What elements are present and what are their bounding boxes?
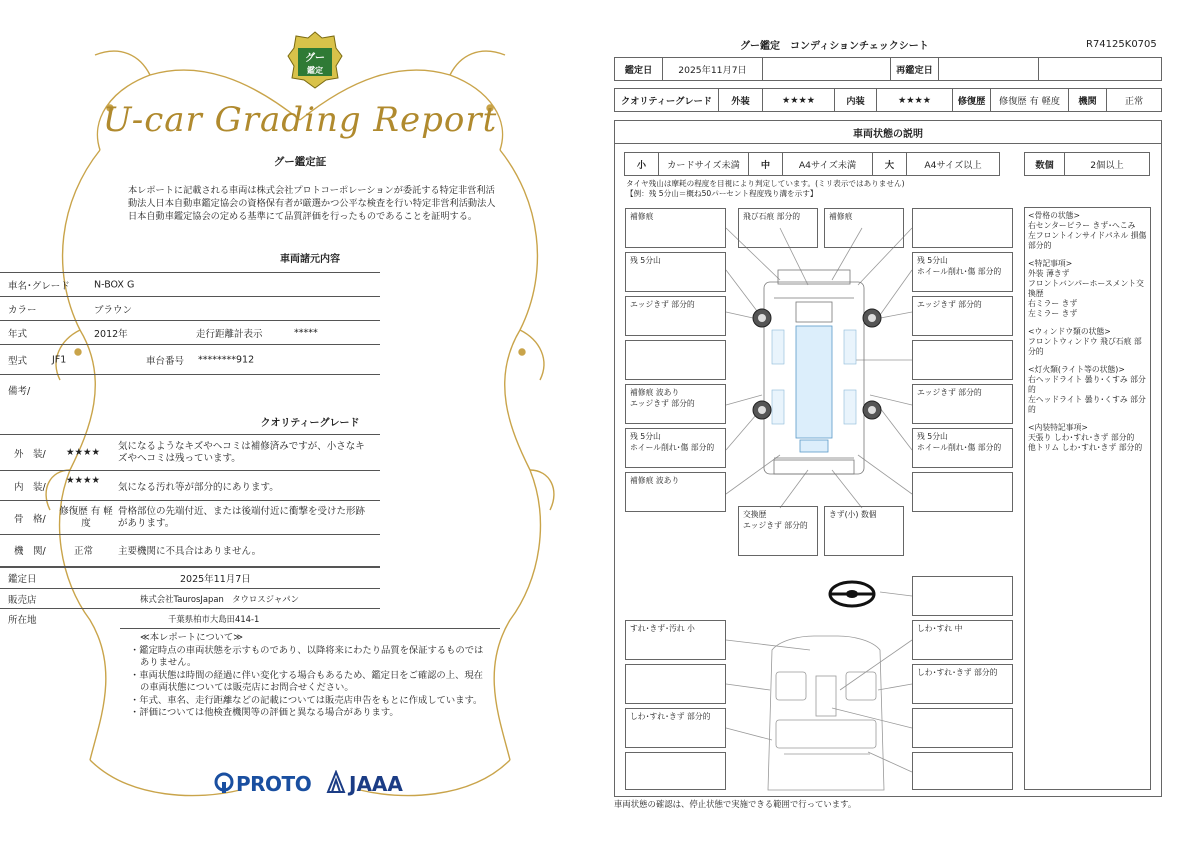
quality-interior-label: 内 装/ — [14, 481, 46, 493]
spec-mileage-value: ***** — [294, 327, 318, 338]
note-box-rear-bumper: 交換歴 エッジきず 部分的 — [738, 506, 818, 556]
spec-chassis-label: 車台番号 — [146, 355, 185, 367]
report-notes — [122, 632, 492, 720]
note-box-front-left: 補修痕 — [625, 208, 726, 248]
certificate-subtitle: グー鑑定証 — [273, 156, 327, 168]
quality-engine-value: 正常 — [74, 545, 94, 557]
quality-frame-value: 修復歴 有 軽度 — [59, 505, 113, 529]
info-dealer-label: 販売店 — [8, 594, 37, 606]
svg-text:グー: グー — [305, 53, 325, 64]
spec-year-value: 2012年 — [94, 328, 128, 340]
size-small-label: 小 — [625, 153, 659, 175]
legend-frame: <骨格の状態> 右センターピラー きず･へこみ 左フロントインサイドパネル 損傷部分的 — [1028, 211, 1147, 250]
date-row — [614, 57, 1162, 81]
size-legend — [624, 152, 1000, 176]
count-label: 数個 — [1025, 153, 1065, 175]
note-box-door-right — [912, 340, 1013, 380]
count-legend — [1024, 152, 1150, 176]
spec-color-label: カラー — [8, 304, 37, 316]
notes-heading: ≪本レポートについて≫ — [140, 632, 243, 643]
spec-name-value: N-BOX G — [94, 279, 135, 290]
note-box-steering — [912, 576, 1013, 616]
info-row-address — [0, 608, 380, 628]
proto-logo-text: PROTO — [236, 772, 312, 796]
condition-check-sheet — [600, 0, 1200, 848]
legend-special: <特記事項> 外装 薄きず フロントバンパーホースメント交換歴 右ミラー きず 左ミラー きず — [1028, 259, 1144, 318]
svg-text:鑑定: 鑑定 — [307, 66, 323, 75]
spec-model-label: 型式 — [8, 355, 28, 367]
note-box-interior-front-right: しわ･すれ 中 — [912, 620, 1013, 660]
note-box-windshield: 飛び石痕 部分的 — [738, 208, 818, 248]
ext-label: 外装 — [719, 89, 763, 111]
info-date-label: 鑑定日 — [8, 574, 37, 585]
note-box-interior-seat-left — [625, 664, 726, 704]
info-date-value: 2025年11月7日 — [180, 574, 251, 585]
spec-row-year — [0, 320, 380, 344]
info-address-label: 所在地 — [8, 614, 37, 626]
note-box-rear-door-right: エッジきず 部分的 — [912, 384, 1013, 424]
certificate-intro: 本レポートに記載される車両は株式会社プロトコーポレーションが委託する特定非営利活動法人日本自動車鑑定協会の資格保有者が厳選かつ公平な検査を行い特定非営利活動法人日本自動車鑑定協会の定める基準にて品質評価を行ったものであることを証明する。 — [128, 185, 496, 222]
note-box-back-door: きず(小) 数個 — [824, 506, 904, 556]
note-box-tyre-front-left: 残 5分山 — [625, 252, 726, 292]
sheet-id: R74125K0705 — [1086, 39, 1157, 50]
sheet-title: グー鑑定 コンディションチェックシート — [740, 41, 929, 52]
note-box-tyre-rear-right: 残 5分山 ホイール削れ･傷 部分的 — [912, 428, 1013, 468]
spec-remarks-label: 備考/ — [8, 385, 31, 397]
quality-interior-stars: ★★★★ — [66, 475, 101, 486]
spec-row-color — [0, 296, 380, 320]
tyre-note — [626, 179, 905, 199]
info-bottom-line — [120, 628, 500, 629]
note-box-fender-right: エッジきず 部分的 — [912, 296, 1013, 336]
engine-label: 機関 — [1069, 89, 1107, 111]
sheet-footnote: 車両状態の確認は、停止状態で実施できる範囲で行っています。 — [614, 799, 857, 809]
date-blank — [763, 58, 891, 80]
note-item: ・評価については他検査機関等の評価と異なる場合があります。 — [130, 707, 399, 718]
engine-value: 正常 — [1124, 96, 1144, 107]
count-value: 2個以上 — [1090, 160, 1124, 171]
certificate-title: U-car Grading Report — [102, 100, 498, 140]
int-stars: ★★★★ — [877, 89, 953, 111]
ext-stars: ★★★★ — [763, 89, 835, 111]
note-box-interior-rear-right — [912, 708, 1013, 748]
spec-row-remarks — [0, 374, 380, 404]
info-dealer-value: 株式会社TaurosJapan タウロスジャパン — [140, 593, 299, 604]
size-small-value: カードサイズ未満 — [659, 153, 749, 175]
proto-logo-icon — [214, 772, 234, 794]
note-box-rear-left: 補修痕 波あり — [625, 472, 726, 512]
spec-row-name — [0, 272, 380, 296]
note-box-interior-trunk-left — [625, 752, 726, 790]
info-row-date — [0, 566, 380, 588]
spec-mileage-label: 走行距離計表示 — [196, 328, 263, 340]
size-medium-value: A4サイズ未満 — [783, 153, 873, 175]
note-box-tyre-rear-left: 残 5分山 ホイール削れ･傷 部分的 — [625, 428, 726, 468]
date-value: 2025年11月7日 — [663, 58, 763, 80]
size-large-value: A4サイズ以上 — [924, 160, 982, 171]
note-box-tyre-front-right: 残 5分山 ホイール削れ･傷 部分的 — [912, 252, 1013, 292]
note-item: ・鑑定時点の車両状態を示すものであり、以降将来にわたり品質を保証するものではありません。 — [130, 644, 484, 668]
tyre-note-line-1: タイヤ残山は摩耗の程度を目視により判定しています。(ミリ表示ではありません) — [626, 179, 905, 188]
spec-color-value: ブラウン — [94, 304, 133, 316]
condition-legend — [1024, 207, 1151, 790]
note-box-rear-door-left: 補修痕 波あり エッジきず 部分的 — [625, 384, 726, 424]
info-row-dealer — [0, 588, 380, 608]
note-box-front-right — [912, 208, 1013, 248]
grade-row — [614, 88, 1162, 112]
note-item: ・車両状態は時間の経過に伴い変化する場合もあるため、鑑定日をご確認の上、現在の車両状態については販売店にお問合せください。 — [130, 669, 483, 693]
legend-lights: <灯火類(ライト等の状態)> 右ヘッドライト 曇り･くすみ 部分的 左ヘッドライト 曇り･くすみ 部分的 — [1028, 365, 1146, 414]
quality-row-exterior — [0, 434, 380, 470]
note-box-fender-left: エッジきず 部分的 — [625, 296, 726, 336]
note-box-interior-rear-left: しわ･すれ･きず 部分的 — [625, 708, 726, 748]
spec-chassis-value: ********912 — [198, 354, 255, 365]
repair-label: 修復歴 — [953, 89, 991, 111]
tyre-note-line-2: 【例：残 5分山＝概ね50パーセント程度残り溝を示す】 — [626, 189, 818, 198]
spec-model-value: JF1 — [52, 354, 67, 365]
note-box-front-bumper: 補修痕 — [824, 208, 904, 248]
repair-value: 修復歴 有 軽度 — [991, 89, 1069, 111]
quality-row-interior — [0, 470, 380, 500]
note-box-rear-right — [912, 472, 1013, 512]
quality-exterior-text: 気になるようなキズやヘコミは補修済みですが、小さなキズやヘコミは残っています。 — [118, 440, 365, 464]
grade-label: クオリティーグレード — [615, 89, 719, 111]
quality-frame-label: 骨 格/ — [14, 513, 46, 525]
note-box-interior-trunk-right — [912, 752, 1013, 790]
quality-engine-label: 機 関/ — [14, 545, 46, 557]
recheck-blank — [1039, 58, 1161, 80]
int-label: 内装 — [835, 89, 877, 111]
spec-name-label: 車名･グレード — [8, 280, 70, 292]
goo-appraisal-badge-icon — [286, 30, 344, 92]
quality-frame-text: 骨格部位の先端付近、または後端付近に衝撃を受けた形跡があります。 — [118, 505, 366, 529]
jaaa-logo-icon — [326, 770, 346, 794]
recheck-value — [939, 58, 1039, 80]
size-medium-label: 中 — [749, 153, 783, 175]
quality-exterior-label: 外 装/ — [14, 448, 46, 460]
note-box-interior-seat-right: しわ･すれ･きず 部分的 — [912, 664, 1013, 704]
quality-heading: クオリティーグレード — [260, 418, 360, 429]
legend-interior: <内装特記事項> 天張り しわ･すれ･きず 部分的 他トリム しわ･すれ･きず 部分的 — [1028, 423, 1143, 452]
note-item: ・年式、車名、走行距離などの記載については販売店申告をもとに作成しています。 — [130, 694, 483, 706]
legend-window: <ウィンドウ類の状態> フロントウィンドウ 飛び石痕 部分的 — [1028, 327, 1142, 356]
recheck-label: 再鑑定日 — [891, 58, 939, 80]
info-address-value: 千葉県柏市大島田414-1 — [168, 613, 260, 624]
quality-engine-text: 主要機関に不具合はありません。 — [118, 545, 262, 557]
note-box-interior-front-left: すれ･きず･汚れ 小 — [625, 620, 726, 660]
jaaa-logo-text: JAAA — [349, 772, 403, 796]
spec-year-label: 年式 — [8, 328, 28, 340]
quality-exterior-stars: ★★★★ — [66, 447, 101, 458]
quality-interior-text: 気になる汚れ等が部分的にあります。 — [118, 481, 279, 493]
quality-row-frame — [0, 500, 380, 534]
quality-row-engine — [0, 534, 380, 564]
section-title: 車両状態の説明 — [614, 120, 1162, 144]
spec-row-model — [0, 344, 380, 374]
size-large-label: 大 — [873, 153, 907, 175]
date-label: 鑑定日 — [615, 58, 663, 80]
spec-heading: 車両諸元内容 — [280, 254, 340, 265]
note-box-door-left — [625, 340, 726, 380]
